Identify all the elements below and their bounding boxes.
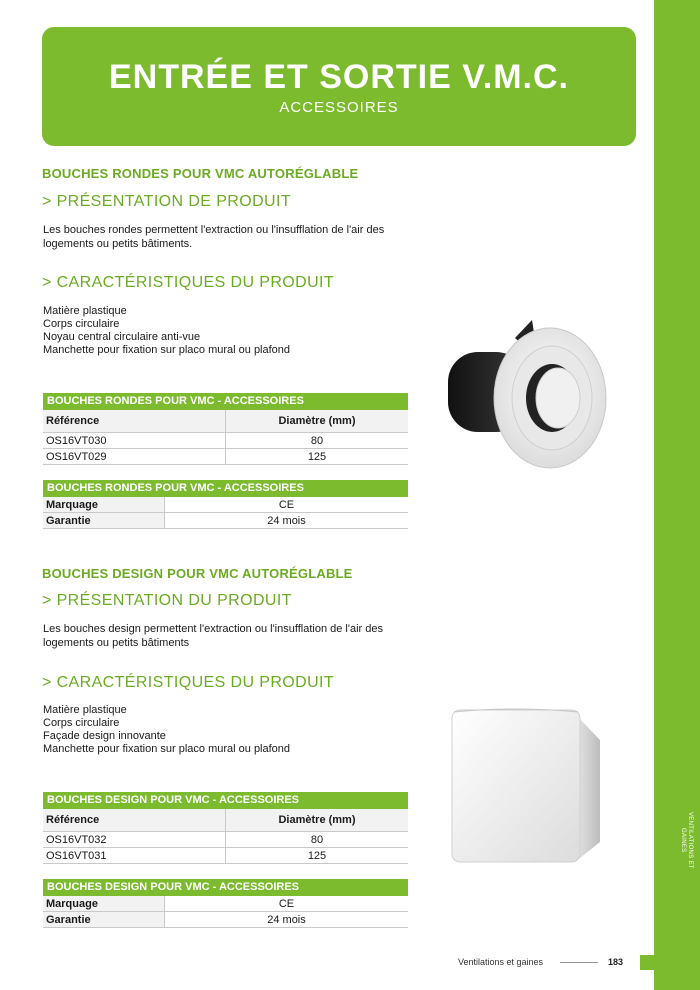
list-item: Noyau central circulaire anti-vue [43,331,201,343]
list-item: Matière plastique [43,704,127,716]
header-banner [42,27,636,146]
section1-caracteristiques-list [43,305,290,357]
footer-divider [560,962,598,963]
table-title: BOUCHES DESIGN POUR VMC - ACCESSOIRES [43,792,408,809]
column-header-diametre: Diamètre (mm) [278,415,356,427]
column-header-reference: Référence [43,410,226,432]
column-header-diametre: Diamètre (mm) [278,814,356,826]
section2-caracteristiques-title: > CARACTÉRISTIQUES DU PRODUIT [42,674,335,691]
list-item: Corps circulaire [43,717,120,729]
cell-reference: OS16VT030 [43,433,226,448]
table-title: BOUCHES RONDES POUR VMC - ACCESSOIRES [43,480,408,497]
table-row [43,832,408,848]
cell-value: CE [278,499,295,511]
section2-reference-table [43,792,408,864]
section2-caracteristiques-list [43,704,290,756]
cell-value: CE [278,898,295,910]
table-row [43,896,408,912]
page-title: ENTRÉE ET SORTIE V.M.C. [108,58,570,96]
section1-reference-table [43,393,408,465]
list-item: Matière plastique [43,305,127,317]
section1-title: BOUCHES RONDES POUR VMC AUTORÉGLABLE [42,166,359,181]
section1-presentation-text: Les bouches rondes permettent l'extraction ou l'insufflation de l'air des logements ou petits bâtiments. [43,224,385,250]
cell-diametre: 80 [310,435,324,447]
section1-caracteristiques-title: > CARACTÉRISTIQUES DU PRODUIT [42,274,335,291]
cell-diametre: 125 [307,451,327,463]
column-header-reference: Référence [43,809,226,831]
table-row [43,513,408,529]
list-item: Manchette pour fixation sur placo mural ou plafond [43,344,291,356]
section2-presentation-title: > PRÉSENTATION DU PRODUIT [42,592,292,609]
cell-diametre: 80 [310,834,324,846]
round-vent-image [440,318,610,478]
cell-value: 24 mois [267,914,306,926]
section2-presentation-text: Les bouches design permettent l'extraction ou l'insufflation de l'air des logements ou petits bâtiments [43,623,383,649]
footer-label: Ventilations et gaines [458,957,544,967]
table-row [43,433,408,449]
cell-label: Marquage [43,896,165,911]
table-row [43,449,408,465]
table-title: BOUCHES RONDES POUR VMC - ACCESSOIRES [43,393,408,410]
table-row [43,848,408,864]
cell-reference: OS16VT032 [43,832,226,847]
side-section-label: VENTILATIONS ET GAINES [680,811,693,869]
section1-info-table [43,480,408,529]
page-tab [640,955,654,970]
table-header-row [43,809,408,832]
cell-label: Marquage [43,497,165,512]
section1-presentation-title: > PRÉSENTATION DE PRODUIT [42,193,291,210]
list-item: Façade design innovante [43,730,166,742]
list-item: Corps circulaire [43,318,120,330]
cell-value: 24 mois [267,515,306,527]
section2-info-table [43,879,408,928]
section2-title: BOUCHES DESIGN POUR VMC AUTORÉGLABLE [42,566,353,581]
page-number: 183 [608,957,624,967]
table-title: BOUCHES DESIGN POUR VMC - ACCESSOIRES [43,879,408,896]
page-subtitle: ACCESSOIRES [279,99,399,116]
list-item: Manchette pour fixation sur placo mural ou plafond [43,743,291,755]
cell-reference: OS16VT029 [43,449,226,464]
cell-label: Garantie [43,513,165,528]
design-vent-image [440,702,610,867]
cell-diametre: 125 [307,850,327,862]
table-row [43,497,408,513]
cell-reference: OS16VT031 [43,848,226,863]
table-header-row [43,410,408,433]
table-row [43,912,408,928]
cell-label: Garantie [43,912,165,927]
